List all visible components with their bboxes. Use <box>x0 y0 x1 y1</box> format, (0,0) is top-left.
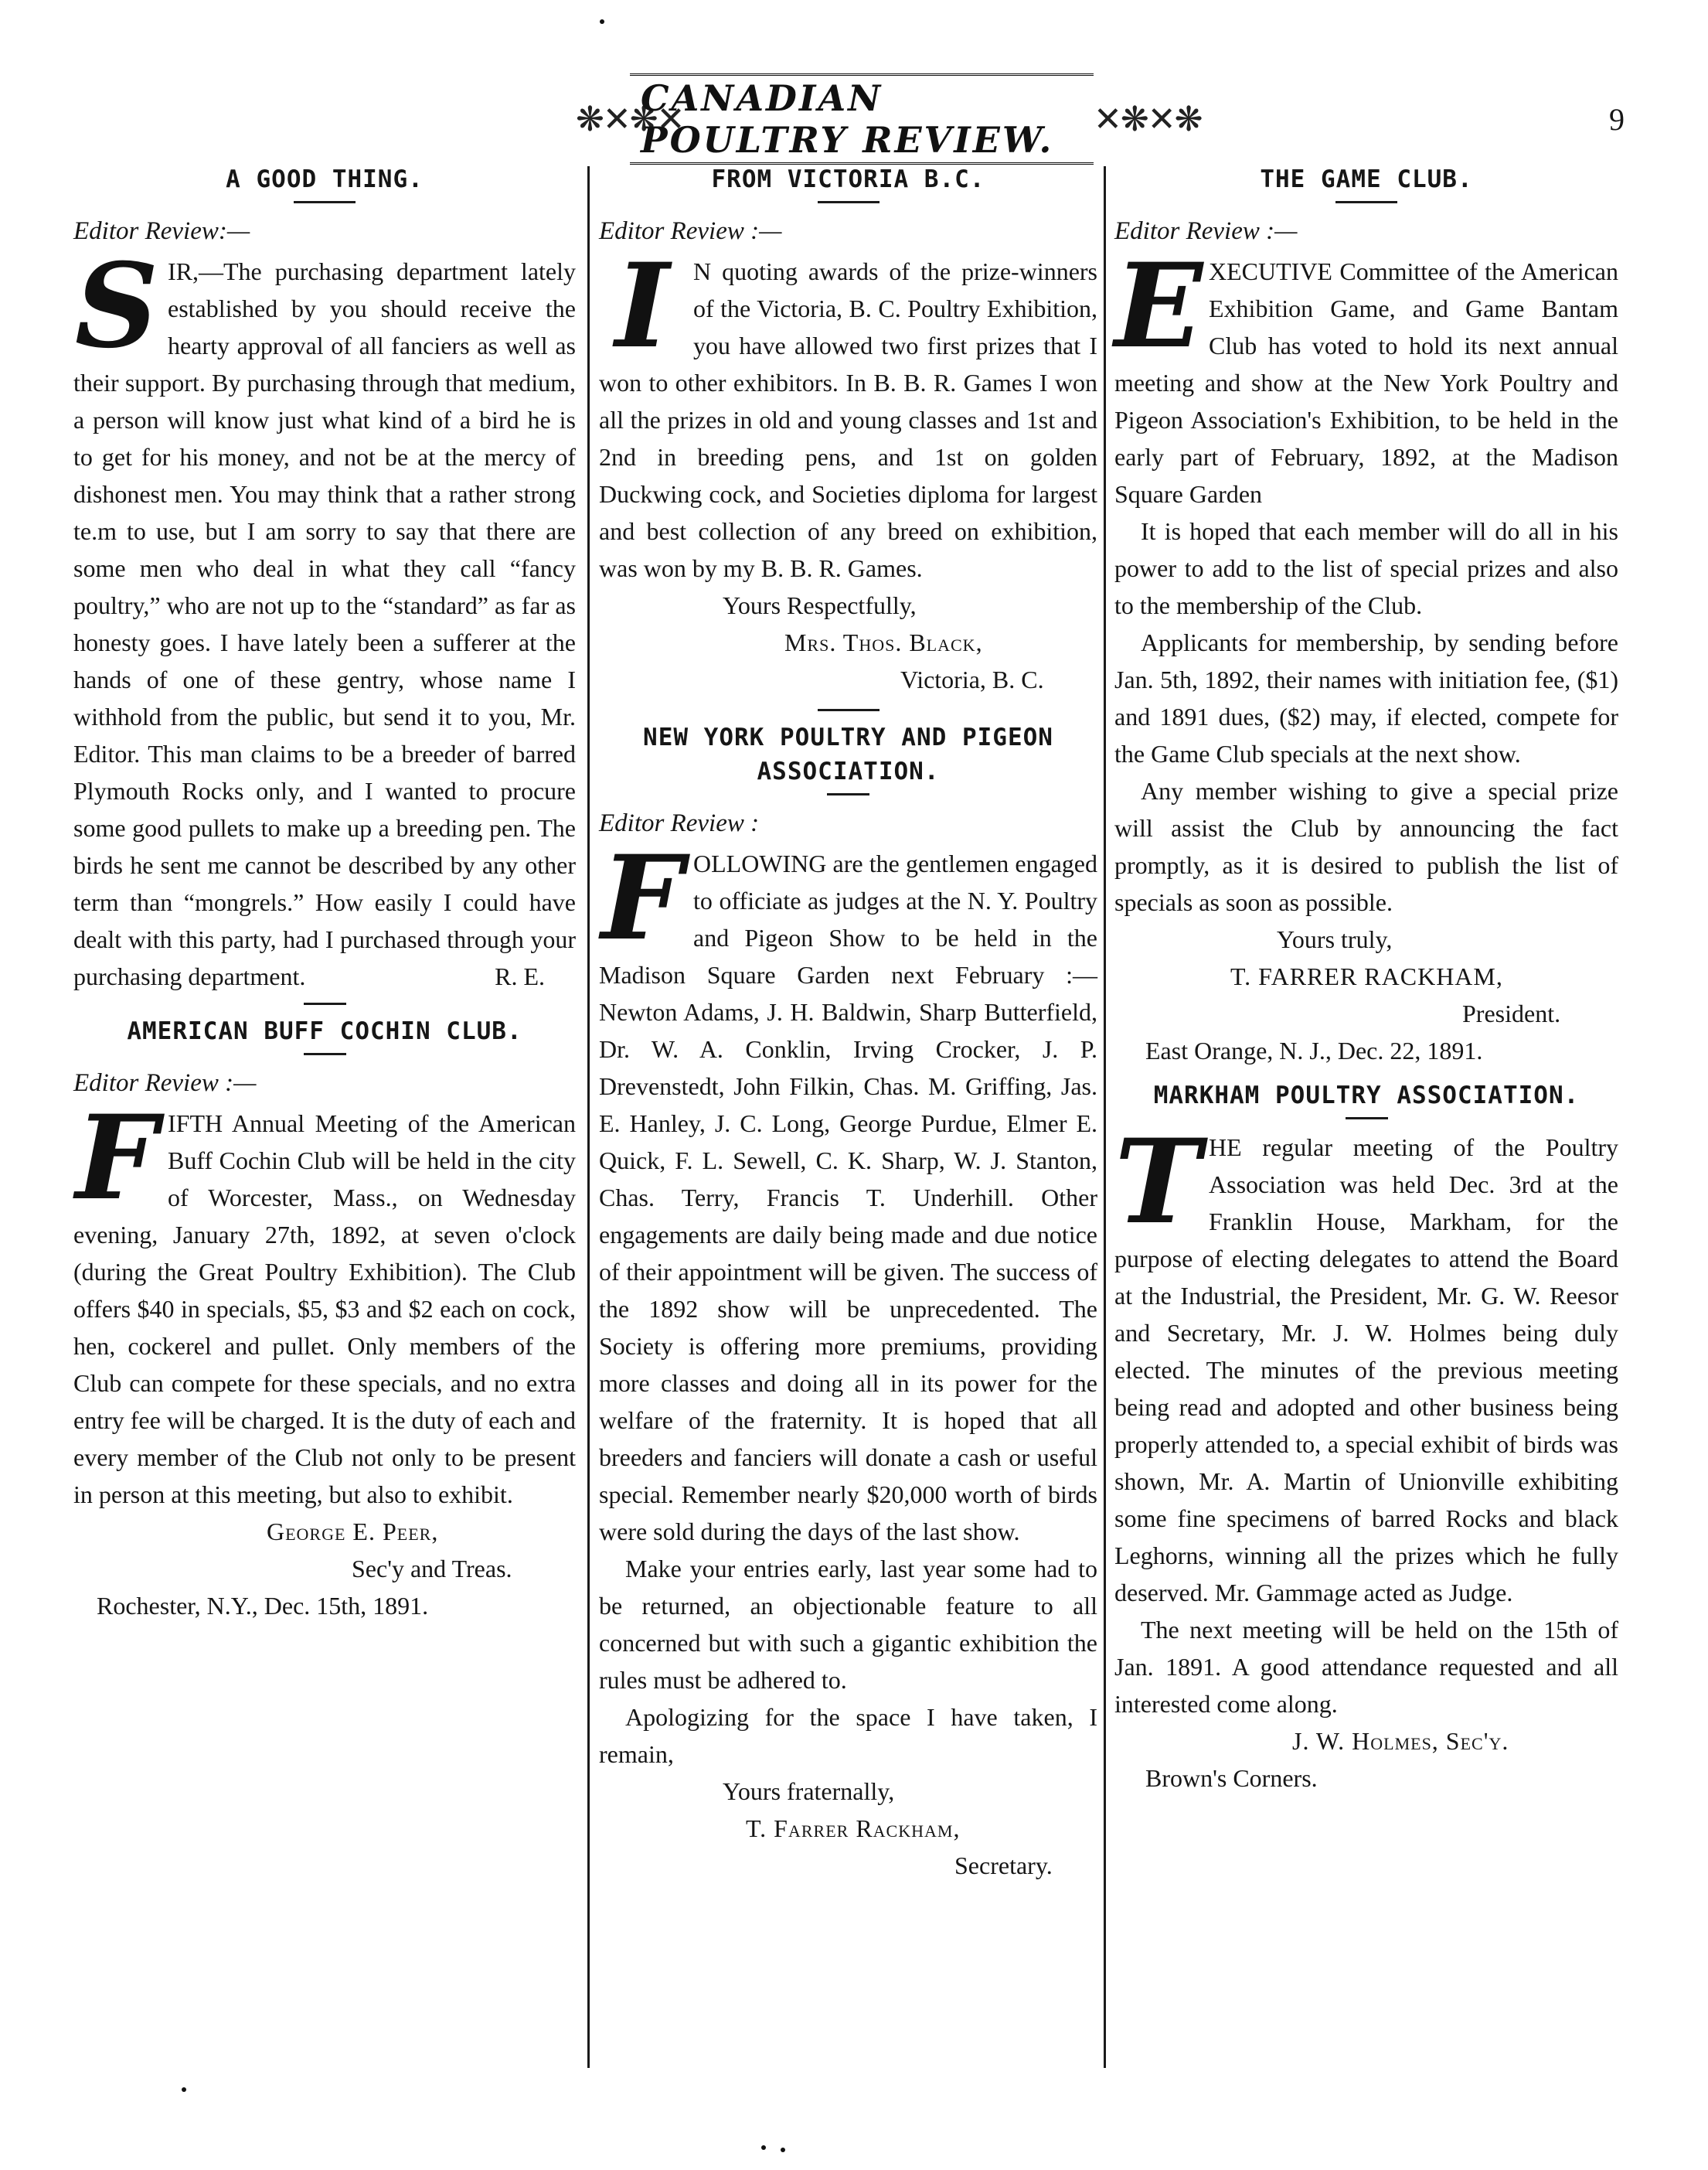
heading-divider <box>818 201 880 203</box>
closing: Yours truly, <box>1277 925 1393 953</box>
article-paragraph: Any member wishing to give a special prize will assist the Club by announcing the fact promptly, as it is desired to publish the list of specials as soon as possible. <box>1114 777 1618 916</box>
heading-divider <box>304 1053 346 1055</box>
article-body: N quoting awards of the prize-winners of the Victoria, B. C. Poultry Exhibition, you have allowed two first prizes that I won to other exhibitors. In B. B. R. Games I won all the prizes in old and young classes and 1st and 2nd in breeding pens, and 1st on golden Duckwing cock, and Societies diploma for largest and best collection of any breed on exhibition, was won by my B. B. R. Games. <box>599 257 1097 582</box>
section-divider <box>304 1003 346 1005</box>
column-rule-left <box>587 166 590 2068</box>
signature-initials: R. E. <box>495 962 545 990</box>
article-body: OLLOWING are the gentlemen engaged to officiate as judges at the N. Y. Poultry and Pigeon Show to be held in the Madison Square Garden next February :—Newton Adams, J. H. Baldwin, Sharp Butterfield, Dr. W. A. Conklin, Irving Crocker, J. P. Drevenstedt, John Filkin, Chas. M. Griffing, Jas. E. Hanley, J. C. Long, George Purdue, Elmer E. Quick, F. L. Sewell, C. K. Sharp, W. J. Stanton, Chas. Terry, Francis T. Underhill. Other engagements are daily being made and due notice of their appointment will be given. The success of the 1892 show will be unprecedented. The Society is offering more premiums, providing more classes and doing all in its power for the welfare of the fraternity. It is hoped that all breeders and fanciers will donate a cash or useful special. Remember nearly $20,000 worth of birds were sold during the days of the last show. <box>599 850 1097 1545</box>
column-3 <box>1114 162 1618 1797</box>
editor-salutation: Editor Review :— <box>73 1069 257 1097</box>
article-paragraph: Applicants for membership, by sending before Jan. 5th, 1892, their names with initiation fee, ($1) and 1891 dues, ($2) may, if elected, compete for the Game Club specials at the next show. <box>1114 629 1618 768</box>
article-american-buff-cochin-club <box>73 1014 576 1624</box>
signature-name: T. FARRER RACKHAM, <box>1230 962 1503 990</box>
signature-title: Secretary. <box>954 1851 1053 1879</box>
print-speck <box>761 2145 766 2150</box>
masthead-ornament-left: ❋✕❋✕ <box>576 100 684 139</box>
page-number: 9 <box>1609 102 1625 137</box>
closing: Yours Respectfully, <box>723 591 917 619</box>
print-speck <box>600 19 604 24</box>
section-divider <box>818 709 880 711</box>
editor-salutation: Editor Review :— <box>1114 217 1298 245</box>
print-speck <box>182 2087 186 2092</box>
drop-cap: E <box>1114 238 1203 374</box>
heading-divider <box>1335 201 1397 203</box>
article-heading: A GOOD THING. <box>226 165 424 193</box>
drop-cap: S <box>74 238 159 374</box>
masthead <box>0 73 1708 166</box>
publication-title: CANADIAN POULTRY REVIEW. <box>630 73 1094 165</box>
heading-divider <box>294 201 356 203</box>
editor-salutation: Editor Review:— <box>73 217 250 245</box>
article-paragraph: Apologizing for the space I have taken, I remain, <box>599 1703 1097 1768</box>
column-rule-right <box>1104 166 1106 2068</box>
article-body: XECUTIVE Committee of the American Exhibition Game, and Game Bantam Club has voted to hold its next annual meeting and show at the New York Poultry and Pigeon Association's Exhibition, to be held in the early part of February, 1892, at the Madison Square Garden <box>1114 257 1618 508</box>
article-heading: AMERICAN BUFF COCHIN CLUB. <box>127 1017 522 1045</box>
signature-name: J. W. Holmes, Sec'y. <box>1292 1727 1509 1755</box>
article-heading: NEW YORK POULTRY AND PIGEON ASSOCIATION. <box>643 724 1053 785</box>
editor-salutation: Editor Review :— <box>599 217 782 245</box>
signature-title: Sec'y and Treas. <box>352 1555 512 1582</box>
signature-place: Victoria, B. C. <box>900 666 1044 693</box>
signature-place-date: East Orange, N. J., Dec. 22, 1891. <box>1145 1037 1483 1065</box>
heading-divider <box>827 793 869 795</box>
signature-title: President. <box>1462 1000 1561 1027</box>
article-heading: MARKHAM POULTRY ASSOCIATION. <box>1153 1082 1580 1109</box>
signature-place-date: Rochester, N.Y., Dec. 15th, 1891. <box>97 1592 429 1620</box>
signature-name: T. Farrer Rackham, <box>746 1814 961 1842</box>
article-paragraph: The next meeting will be held on the 15th of Jan. 1891. A good attendance requested and all interested come along. <box>1114 1616 1618 1718</box>
signature-name: Mrs. Thos. Black, <box>784 629 983 656</box>
column-2 <box>599 162 1097 1884</box>
article-body: IFTH Annual Meeting of the American Buff Cochin Club will be held in the city of Worcester, Mass., on Wednesday evening, January 27th, 1892, at seven o'clock (during the Great Poultry Exhibition). The Club offers $40 in specials, $5, $3 and $2 each on cock, hen, cockerel and pullet. Only members of the Club can compete for these specials, and no extra entry fee will be charged. It is the duty of each and every member of the Club not only to be present in person at this meeting, but also to exhibit. <box>73 1109 576 1508</box>
drop-cap: T <box>1114 1114 1201 1250</box>
article-paragraph: Make your entries early, last year some had to be returned, an objectionable feature to all concerned but with such a gigantic exhibition the rules must be adhered to. <box>599 1555 1097 1694</box>
drop-cap: F <box>601 830 684 966</box>
article-body: HE regular meeting of the Poultry Association was held Dec. 3rd at the Franklin House, Markham, for the purpose of electing delegates to attend the Board at the Industrial, the President, Mr. G. W. Reesor and Secretary, Mr. J. W. Holmes being duly elected. The minutes of the previous meeting being read and adopted and other business being properly attended to, a special exhibit of birds was shown, Mr. A. Martin of Unionville exhibiting some fine specimens of barred Rocks and black Leghorns, winning all the prizes which he fully deserved. Mr. Gammage acted as Judge. <box>1114 1133 1618 1606</box>
article-paragraph: It is hoped that each member will do all in his power to add to the list of special prizes and also to the membership of the Club. <box>1114 517 1618 619</box>
masthead-title-box <box>630 77 1094 161</box>
article-heading: THE GAME CLUB. <box>1260 165 1473 193</box>
editor-salutation: Editor Review : <box>599 809 760 837</box>
article-heading: FROM VICTORIA B.C. <box>711 165 985 193</box>
article-new-york-poultry <box>599 720 1097 1884</box>
article-from-victoria <box>599 162 1097 698</box>
article-body: IR,—The purchasing department lately established by you should receive the hearty approval of all fanciers as well as their support. By purchasing through that medium, a person will know just what kind of a bird he is to get for his money, and not be at the mercy of dishonest men. You may think that a rather strong te.m to use, but I am sorry to say that there are some men who deal in what they call “fancy poultry,” who are not up to the “standard” as far as honesty goes. I have lately been a sufferer at the hands of one of these gentry, whose name I withhold from the public, but send it to you, Mr. Editor. This man claims to be a breeder of barred Plymouth Rocks only, and I wanted to procure some good pullets to make up a breeding pen. The birds he sent me cannot be described by any other term than “mongrels.” How easily I could have dealt with this party, had I purchased through your purchasing department. <box>73 257 576 990</box>
closing: Yours fraternally, <box>723 1777 895 1805</box>
article-the-game-club <box>1114 162 1618 1069</box>
article-markham-poultry <box>1114 1078 1618 1797</box>
column-1 <box>73 162 576 1624</box>
signature-place: Brown's Corners. <box>1145 1764 1318 1792</box>
signature-name: George E. Peer, <box>267 1518 439 1545</box>
heading-divider <box>1346 1117 1388 1119</box>
drop-cap: F <box>75 1090 158 1226</box>
drop-cap: I <box>614 238 670 374</box>
print-speck <box>781 2148 785 2152</box>
masthead-ornament-right: ✕❋✕❋ <box>1094 100 1202 139</box>
article-a-good-thing <box>73 162 576 995</box>
